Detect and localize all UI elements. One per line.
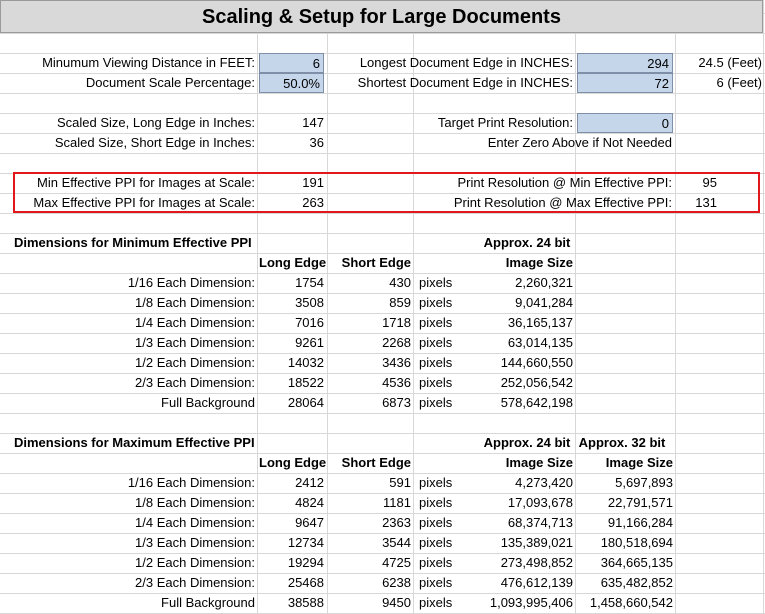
row-label: 1/16 Each Dimension: [127,475,255,490]
print-max-value[interactable]: 131 [695,195,717,210]
min-approx24-header: Approx. 24 bit [483,235,571,250]
short-edge-cell[interactable]: 859 [389,295,411,310]
long-edge-cell[interactable]: 4824 [295,495,324,510]
image-size24-cell[interactable]: 273,498,852 [500,555,573,570]
row-label: 1/8 Each Dimension: [135,495,255,510]
table-row [0,373,765,393]
min-table-approx-row [0,233,765,253]
image-size24-cell[interactable]: 476,612,139 [500,575,573,590]
row-label: 1/4 Each Dimension: [135,515,255,530]
max-image-size-header: Image Size [505,455,573,470]
long-edge-cell[interactable]: 25468 [287,575,324,590]
short-edge-cell[interactable]: 591 [389,475,411,490]
image-size32-cell[interactable]: 1,458,660,542 [589,595,673,610]
unit-cell: pixels [419,395,453,410]
long-edge-cell[interactable]: 38588 [287,595,324,610]
print-max-label: Print Resolution @ Max Effective PPI: [453,195,672,210]
image-size24-cell[interactable]: 135,389,021 [500,535,573,550]
table-row [0,333,765,353]
unit-cell: pixels [419,535,453,550]
unit-cell: pixels [419,595,453,610]
short-edge-cell[interactable]: 2363 [382,515,411,530]
image-size32-cell[interactable]: 635,482,852 [600,575,673,590]
shortest-edge-label: Shortest Document Edge in INCHES: [357,75,573,90]
max-image-size32-header: Image Size [605,455,673,470]
min-view-distance-input[interactable]: 6 [259,53,324,73]
table-row [0,293,765,313]
scaled-long-value[interactable]: 147 [302,115,324,130]
image-size24-cell[interactable]: 9,041,284 [515,295,573,310]
scaled-short-label: Scaled Size, Short Edge in Inches: [54,135,255,150]
longest-edge-input[interactable]: 294 [577,53,673,73]
max-table-header-row [0,453,765,473]
image-size32-cell[interactable]: 5,697,893 [615,475,673,490]
row-label: 1/2 Each Dimension: [135,555,255,570]
input-row-view-distance [0,53,765,73]
row-label: Full Background [161,595,255,610]
row-label: 1/2 Each Dimension: [135,355,255,370]
min-short-header: Short Edge [341,255,411,270]
scaled-long-row [0,113,765,133]
image-size24-cell[interactable]: 578,642,198 [500,395,573,410]
short-edge-cell[interactable]: 1718 [382,315,411,330]
scaled-long-label: Scaled Size, Long Edge in Inches: [56,115,255,130]
unit-cell: pixels [419,575,453,590]
shortest-edge-feet: 6 (Feet) [716,75,762,90]
max-effective-row [0,193,765,213]
unit-cell: pixels [419,515,453,530]
table-row [0,473,765,493]
long-edge-cell[interactable]: 1754 [295,275,324,290]
unit-cell: pixels [419,275,453,290]
image-size24-cell[interactable]: 252,056,542 [500,375,573,390]
short-edge-cell[interactable]: 9450 [382,595,411,610]
unit-cell: pixels [419,315,453,330]
zero-note: Enter Zero Above if Not Needed [487,135,672,150]
target-resolution-label: Target Print Resolution: [437,115,573,130]
row-label: 1/4 Each Dimension: [135,315,255,330]
unit-cell: pixels [419,495,453,510]
long-edge-cell[interactable]: 28064 [287,395,324,410]
max-short-header: Short Edge [341,455,411,470]
min-image-size-header: Image Size [505,255,573,270]
short-edge-cell[interactable]: 4536 [382,375,411,390]
long-edge-cell[interactable]: 12734 [287,535,324,550]
long-edge-cell[interactable]: 14032 [287,355,324,370]
short-edge-cell[interactable]: 430 [389,275,411,290]
short-edge-cell[interactable]: 6873 [382,395,411,410]
sheet-title: Scaling & Setup for Large Documents [0,0,763,33]
table-row [0,493,765,513]
long-edge-cell[interactable]: 3508 [295,295,324,310]
min-effective-row [0,173,765,193]
longest-edge-feet: 24.5 (Feet) [698,55,762,70]
unit-cell: pixels [419,475,453,490]
unit-cell: pixels [419,375,453,390]
short-edge-cell[interactable]: 3544 [382,535,411,550]
table-row [0,513,765,533]
image-size32-cell[interactable]: 180,518,694 [600,535,673,550]
table-row [0,553,765,573]
long-edge-cell[interactable]: 9261 [295,335,324,350]
min-effective-label: Min Effective PPI for Images at Scale: [37,175,255,190]
min-long-header: Long Edge [259,255,327,270]
row-label: 1/16 Each Dimension: [127,275,255,290]
target-resolution-input[interactable]: 0 [577,113,673,133]
unit-cell: pixels [419,555,453,570]
max-approx24-header: Approx. 24 bit [483,435,571,450]
image-size24-cell[interactable]: 63,014,135 [507,335,573,350]
scaled-short-row [0,133,765,153]
table-row [0,533,765,553]
short-edge-cell[interactable]: 2268 [382,335,411,350]
image-size24-cell[interactable]: 68,374,713 [507,515,573,530]
min-table-header-row [0,253,765,273]
print-min-label: Print Resolution @ Min Effective PPI: [457,175,672,190]
max-effective-value[interactable]: 263 [302,195,324,210]
long-edge-cell[interactable]: 7016 [295,315,324,330]
image-size24-cell[interactable]: 36,165,137 [507,315,573,330]
max-long-header: Long Edge [259,455,327,470]
scaled-short-value[interactable]: 36 [309,135,324,150]
longest-edge-label: Longest Document Edge in INCHES: [359,55,573,70]
max-effective-label: Max Effective PPI for Images at Scale: [33,195,255,210]
image-size24-cell[interactable]: 4,273,420 [515,475,573,490]
table-row [0,593,765,613]
table-row [0,573,765,593]
input-row-scale [0,73,765,93]
image-size24-cell[interactable]: 144,660,550 [500,355,573,370]
image-size32-cell[interactable]: 22,791,571 [607,495,673,510]
row-label: Full Background [161,395,255,410]
image-size24-cell[interactable]: 17,093,678 [507,495,573,510]
min-table-heading: Dimensions for Minimum Effective PPI [14,235,252,250]
max-table-heading: Dimensions for Maximum Effective PPI [14,435,255,450]
table-row [0,313,765,333]
row-label: 1/3 Each Dimension: [135,535,255,550]
doc-scale-label: Document Scale Percentage: [85,75,255,90]
table-row [0,353,765,373]
shortest-edge-input[interactable]: 72 [577,73,673,93]
row-label: 1/8 Each Dimension: [135,295,255,310]
print-min-value[interactable]: 95 [702,175,717,190]
unit-cell: pixels [419,335,453,350]
long-edge-cell[interactable]: 19294 [287,555,324,570]
min-effective-value[interactable]: 191 [302,175,324,190]
table-row [0,273,765,293]
long-edge-cell[interactable]: 18522 [287,375,324,390]
short-edge-cell[interactable]: 1181 [383,495,411,510]
unit-cell: pixels [419,355,453,370]
image-size32-cell[interactable]: 91,166,284 [607,515,673,530]
max-table-approx-row [0,433,765,453]
short-edge-cell[interactable]: 4725 [382,555,411,570]
row-label: 2/3 Each Dimension: [135,375,255,390]
max-approx32-header: Approx. 32 bit [578,435,666,450]
row-label: 2/3 Each Dimension: [135,575,255,590]
long-edge-cell[interactable]: 2412 [295,475,324,490]
short-edge-cell[interactable]: 3436 [382,355,411,370]
long-edge-cell[interactable]: 9647 [295,515,324,530]
min-view-distance-label: Minumum Viewing Distance in FEET: [42,55,255,70]
unit-cell: pixels [419,295,453,310]
image-size24-cell[interactable]: 1,093,995,406 [489,595,573,610]
short-edge-cell[interactable]: 6238 [382,575,411,590]
table-row [0,393,765,413]
row-label: 1/3 Each Dimension: [135,335,255,350]
image-size32-cell[interactable]: 364,665,135 [600,555,673,570]
doc-scale-input[interactable]: 50.0% [259,73,324,93]
image-size24-cell[interactable]: 2,260,321 [515,275,573,290]
